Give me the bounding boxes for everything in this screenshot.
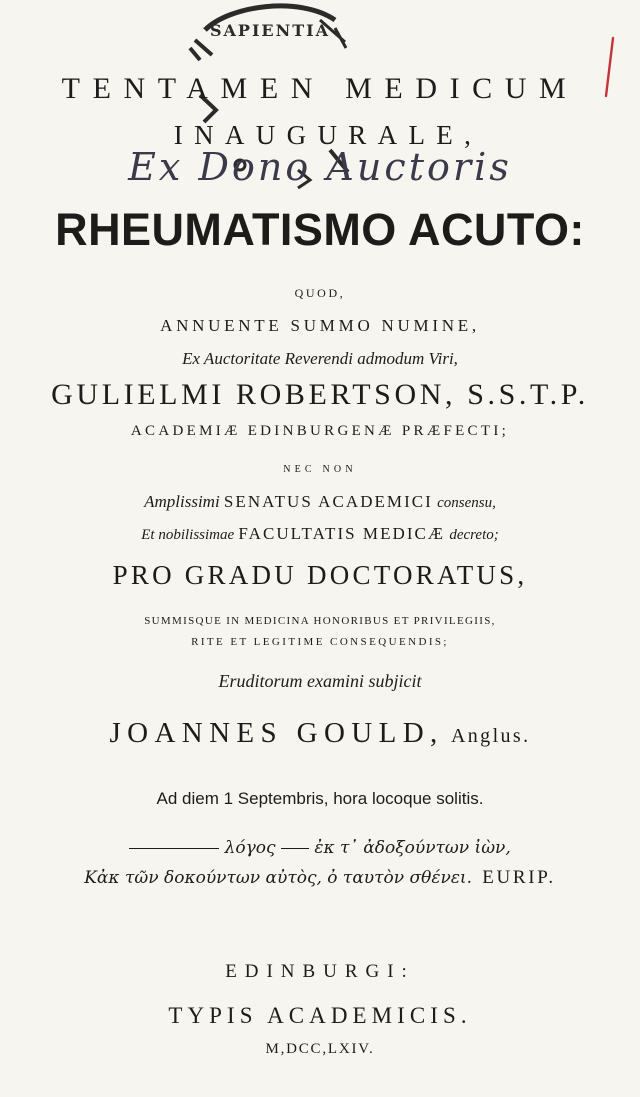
- senatus-caps: SENATUS ACADEMICI: [223, 492, 433, 511]
- title-line-1: TENTAMEN MEDICUM: [61, 72, 579, 105]
- date-line: Ad diem 1 Septembris, hora locoque solitis.: [156, 789, 484, 808]
- epigraph-attribution: EURIP.: [482, 867, 556, 888]
- author-name: JOANNES GOULD,: [109, 717, 444, 749]
- facultatis-prefix: Et nobilissimae: [141, 527, 235, 543]
- eruditorum-line: Eruditorum examini subjicit: [218, 671, 422, 691]
- epigraph-line-2-text: Κἀκ τῶν δοκούντων αὐτὸς, ὀ ταυτὸν σθένει.: [84, 868, 473, 888]
- senatus-prefix: Amplissimi: [144, 492, 220, 511]
- epigraph-line-2: [0, 868, 640, 887]
- title-main: RHEUMATISMO ACUTO:: [55, 204, 585, 255]
- facultatis-caps: FACULTATIS MEDICÆ: [238, 524, 446, 543]
- facultatis-line: [0, 525, 640, 543]
- rite-line: RITE ET LEGITIME CONSEQUENDIS;: [191, 636, 449, 648]
- summisque-line: SUMMISQUE IN MEDICINA HONORIBUS ET PRIVILEGIIS,: [144, 615, 496, 627]
- principal-name: GULIELMI ROBERTSON, S.S.T.P.: [51, 378, 589, 411]
- facultatis-suffix: decreto;: [449, 527, 499, 543]
- stamp-lettering: SAPIENTIA: [209, 21, 331, 40]
- author-line: [0, 719, 640, 748]
- epigraph-word: λόγος: [224, 838, 276, 858]
- handwritten-dedication: Ex Dono Auctoris: [128, 145, 512, 189]
- academiae-line: ACADEMIÆ EDINBURGENÆ PRÆFECTI;: [130, 423, 510, 439]
- epigraph-line-1: [0, 840, 640, 857]
- epigraph-rule-1: [129, 848, 219, 849]
- pro-gradu-line: PRO GRADU DOCTORATUS,: [112, 560, 528, 590]
- imprint-year: M,DCC,LXIV.: [265, 1041, 375, 1057]
- epigraph-rule-2: [281, 848, 309, 849]
- quod-heading: QUOD,: [294, 286, 346, 300]
- imprint-printer: TYPIS ACADEMICIS.: [168, 1003, 472, 1028]
- epigraph-line-1-rest: ἐκ τ᾽ ἀδοξούντων ἰὼν,: [314, 838, 511, 858]
- annuente-line: ANNUENTE SUMMO NUMINE,: [160, 316, 480, 335]
- imprint-city: EDINBURGI:: [225, 961, 415, 982]
- title-line-2: INAUGURALE,: [173, 120, 483, 150]
- senatus-line: [0, 493, 640, 511]
- senatus-suffix: consensu,: [437, 495, 496, 511]
- nec-non-line: NEC NON: [283, 464, 357, 475]
- author-nationality: Anglus.: [450, 725, 531, 747]
- auctoritate-line: Ex Auctoritate Reverendi admodum Viri,: [182, 349, 458, 368]
